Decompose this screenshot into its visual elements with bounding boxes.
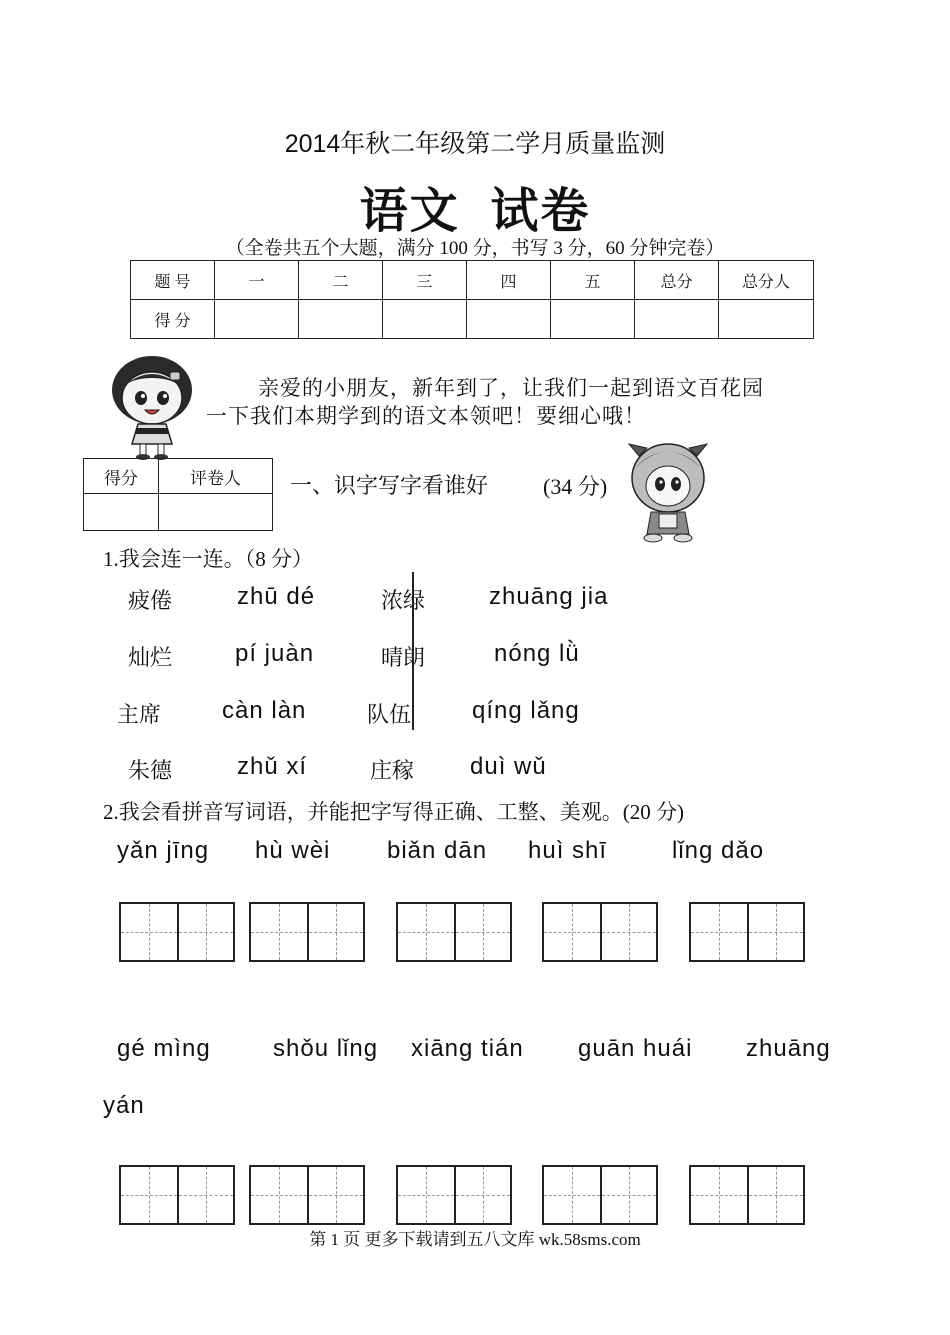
girl-cartoon-illustration: [100, 352, 205, 460]
score-cell[interactable]: [215, 300, 299, 339]
match-pinyin[interactable]: zhǔ xí: [237, 753, 308, 780]
mascot-illustration: [627, 438, 709, 544]
writing-grid[interactable]: [249, 902, 365, 962]
subject-title: 语文 试卷: [359, 185, 591, 238]
pinyin-prompt: biǎn dān: [387, 837, 488, 864]
writing-grid[interactable]: [689, 1165, 805, 1225]
pinyin-prompt: huì shī: [528, 837, 608, 864]
match-word[interactable]: 庄稼: [370, 758, 415, 783]
pinyin-prompt: gé mìng: [117, 1035, 211, 1062]
score-table-header-cell: 二: [299, 261, 383, 300]
pinyin-prompt: zhuāng: [746, 1035, 831, 1062]
pinyin-prompt: hù wèi: [255, 837, 331, 864]
score-table-header-cell: 四: [467, 261, 551, 300]
writing-grid[interactable]: [119, 902, 235, 962]
pinyin-prompt: xiāng tián: [411, 1035, 524, 1062]
page-footer: 第 1 页 更多下载请到五八文库 wk.58sms.com: [309, 1230, 641, 1249]
match-word[interactable]: 灿烂: [128, 645, 173, 670]
section-points: (34 分): [543, 474, 608, 499]
question-2-prompt: 2.我会看拼音写词语，并能把字写得正确、工整、美观。(20 分): [103, 800, 684, 824]
match-pinyin[interactable]: càn làn: [222, 697, 307, 724]
match-pinyin[interactable]: zhuāng jia: [489, 583, 609, 610]
score-table-header-cell: 一: [215, 261, 299, 300]
score-table-header-cell: 三: [383, 261, 467, 300]
pinyin-prompt: guān huái: [578, 1035, 693, 1062]
match-pinyin[interactable]: nóng lǜ: [494, 640, 580, 667]
match-word[interactable]: 疲倦: [128, 588, 173, 613]
writing-grid[interactable]: [119, 1165, 235, 1225]
score-cell[interactable]: [551, 300, 635, 339]
score-row-label: 得 分: [131, 300, 215, 339]
writing-grid[interactable]: [249, 1165, 365, 1225]
greeting-line: 一下我们本期学到的语文本领吧！要细心哦！: [206, 404, 646, 428]
score-table-header-row: [131, 261, 814, 300]
match-word[interactable]: 队伍: [367, 702, 412, 727]
pinyin-prompt: yǎn jīng: [117, 837, 210, 864]
match-pinyin[interactable]: pí juàn: [235, 640, 315, 667]
writing-grid[interactable]: [396, 1165, 512, 1225]
match-pinyin[interactable]: duì wǔ: [470, 753, 547, 780]
writing-grid[interactable]: [542, 1165, 658, 1225]
score-table-score-row: [131, 300, 814, 339]
matching-line: [412, 572, 414, 730]
grader-name-cell[interactable]: [159, 494, 273, 531]
writing-grid[interactable]: [542, 902, 658, 962]
match-pinyin[interactable]: zhū dé: [237, 583, 316, 610]
score-table: [130, 260, 814, 339]
match-word[interactable]: 浓绿: [381, 588, 426, 613]
match-pinyin[interactable]: qíng lǎng: [472, 697, 580, 724]
score-cell[interactable]: [719, 300, 814, 339]
grader-score-label: 得分: [84, 459, 159, 494]
score-table-header-cell: 总分: [635, 261, 719, 300]
grader-box: [83, 458, 273, 531]
exam-note: （全卷共五个大题，满分 100 分，书写 3 分，60 分钟完卷）: [225, 238, 725, 259]
grader-score-cell[interactable]: [84, 494, 159, 531]
pinyin-prompt: lǐng dǎo: [672, 837, 765, 864]
score-table-header-cell: 题 号: [131, 261, 215, 300]
exam-title: 2014年秋二年级第二学月质量监测: [284, 130, 666, 158]
score-table-header-cell: 总分人: [719, 261, 814, 300]
match-word[interactable]: 朱德: [128, 758, 173, 783]
score-cell[interactable]: [299, 300, 383, 339]
grader-name-label: 评卷人: [159, 459, 273, 494]
score-table-header-cell: 五: [551, 261, 635, 300]
pinyin-prompt: yán: [103, 1092, 145, 1119]
question-1-prompt: 1.我会连一连。（8 分）: [103, 547, 313, 571]
writing-grid[interactable]: [396, 902, 512, 962]
score-cell[interactable]: [635, 300, 719, 339]
writing-grid[interactable]: [689, 902, 805, 962]
pinyin-prompt: shǒu lǐng: [273, 1035, 379, 1062]
match-word[interactable]: 主席: [117, 702, 162, 727]
section-title: 一、识字写字看谁好: [290, 473, 489, 498]
score-cell[interactable]: [383, 300, 467, 339]
greeting-line: 亲爱的小朋友，新年到了，让我们一起到语文百花园: [258, 376, 764, 400]
score-cell[interactable]: [467, 300, 551, 339]
match-word[interactable]: 晴朗: [381, 645, 426, 670]
